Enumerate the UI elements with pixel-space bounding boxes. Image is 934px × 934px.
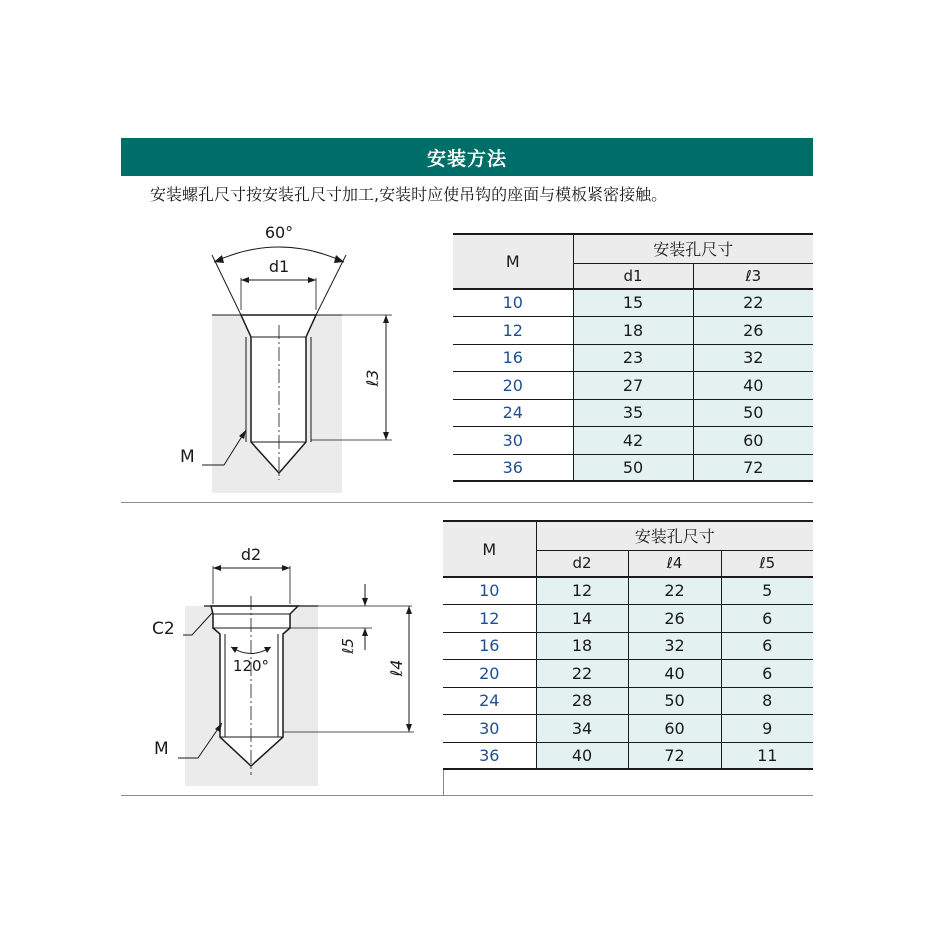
group-header: 安装孔尺寸: [573, 234, 813, 263]
group-header: 安装孔尺寸: [536, 521, 813, 550]
column-header-l5: ℓ5: [721, 550, 813, 577]
table-row: 36 40 72 11: [443, 742, 813, 769]
l5-label: ℓ5: [339, 638, 357, 654]
mounting-hole-table-2: [443, 520, 813, 770]
table-row: 10 12 22 5: [443, 577, 813, 604]
table-row: 30 42 60: [453, 426, 813, 454]
table-row: 12 14 26 6: [443, 604, 813, 632]
table-row: 12 18 26: [453, 316, 813, 344]
column-header-m: M: [443, 521, 536, 577]
table-row: 20 22 40 6: [443, 659, 813, 687]
thread-label: M: [180, 447, 195, 467]
thread-label: M: [154, 739, 169, 759]
angle-label: 60°: [264, 223, 294, 242]
table-row: 16 18 32 6: [443, 632, 813, 659]
l3-label: ℓ3: [363, 369, 382, 387]
section-title: 安装方法: [121, 138, 813, 176]
column-header-l3: ℓ3: [693, 263, 813, 289]
d2-label: d2: [240, 545, 262, 564]
table-row: 20 27 40: [453, 371, 813, 399]
table-row: 16 23 32: [453, 344, 813, 371]
l4-label: ℓ4: [387, 659, 406, 677]
table-row: 24 35 50: [453, 399, 813, 426]
table-row: 24 28 50 8: [443, 687, 813, 714]
column-header-m: M: [453, 234, 573, 289]
table-row: 36 50 72: [453, 454, 813, 481]
column-header-d1: d1: [573, 263, 693, 289]
column-header-l4: ℓ4: [628, 550, 721, 577]
installation-description: 安装螺孔尺寸按安装孔尺寸加工,安装时应使吊钩的座面与模板紧密接触。: [150, 185, 668, 204]
mounting-hole-table-1: [453, 233, 813, 482]
chamfer-label: C2: [152, 619, 175, 639]
table-row: 10 15 22: [453, 289, 813, 316]
angle-label: 120°: [232, 657, 270, 675]
column-header-d2: d2: [536, 550, 628, 577]
table-row: 30 34 60 9: [443, 714, 813, 742]
d1-label: d1: [268, 257, 290, 276]
